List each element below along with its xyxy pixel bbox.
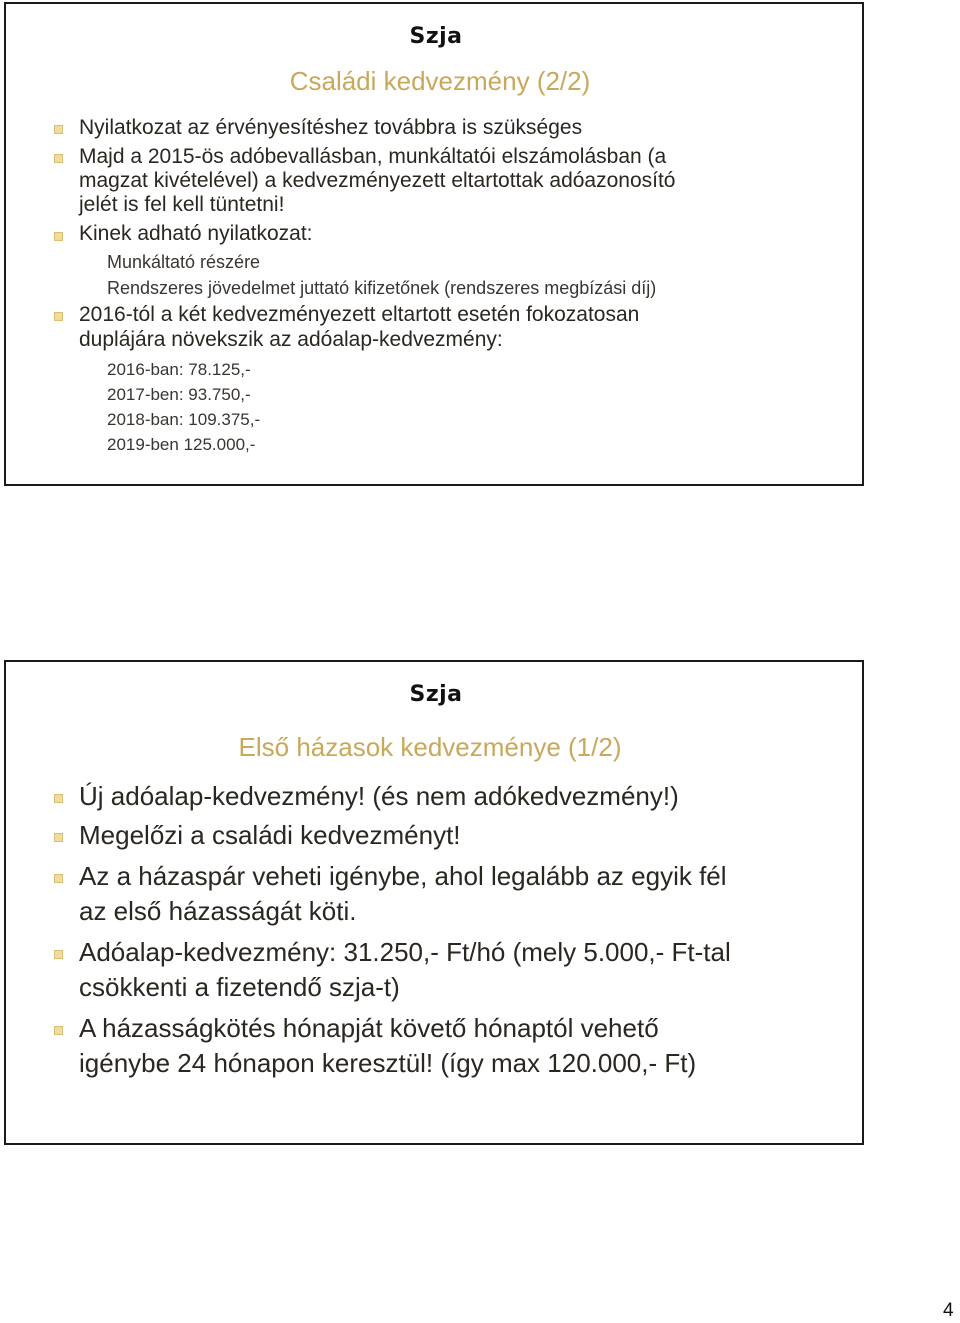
- bullet-text: Majd a 2015-ös adóbevallásban, munkáltatói elszámolásban (a: [79, 145, 667, 168]
- square-bullet-icon: [54, 794, 63, 803]
- slide-familial-allowance: [4, 2, 864, 486]
- bullet-text-cont: igénybe 24 hónapon keresztül! (így max 120.000,- Ft): [79, 1048, 697, 1078]
- square-bullet-icon: [54, 125, 63, 134]
- bullet-text: Adóalap-kedvezmény: 31.250,- Ft/hó (mely 5.000,- Ft-tal: [79, 937, 731, 967]
- square-bullet-icon: [54, 874, 63, 883]
- page-number: 4: [943, 1300, 954, 1321]
- slide-first-marriage-allowance: [4, 660, 864, 1145]
- square-bullet-icon: [54, 950, 63, 959]
- square-bullet-icon: [54, 833, 63, 842]
- bullet-text: Nyilatkozat az érvényesítéshez továbbra is szükséges: [79, 116, 583, 139]
- bullet-text: Az a házaspár veheti igénybe, ahol legalább az egyik fél: [79, 861, 727, 891]
- square-bullet-icon: [54, 232, 63, 241]
- bullet-text-cont: csökkenti a fizetendő szja-t): [79, 972, 400, 1002]
- bullet-text: 2016-tól a két kedvezményezett eltartott esetén fokozatosan: [79, 303, 640, 326]
- square-bullet-icon: [54, 312, 63, 321]
- sub-item: 2018-ban: 109.375,-: [107, 410, 261, 429]
- bullet-text: A házasságkötés hónapját követő hónaptól vehető: [79, 1013, 659, 1043]
- slide-header: Szja: [409, 24, 463, 49]
- sub-item: 2016-ban: 78.125,-: [107, 360, 251, 379]
- sub-item: 2017-ben: 93.750,-: [107, 385, 251, 404]
- bullet-text-cont: magzat kivételével) a kedvezményezett eltartottak adóazonosító: [79, 169, 676, 192]
- square-bullet-icon: [54, 154, 63, 163]
- slide-header: Szja: [409, 682, 463, 707]
- slide-title: Első házasok kedvezménye (1/2): [238, 732, 622, 762]
- sub-item: 2019-ben 125.000,-: [107, 435, 256, 454]
- bullet-text: Új adóalap-kedvezmény! (és nem adókedvezmény!): [79, 781, 679, 811]
- bullet-text: Megelőzi a családi kedvezményt!: [79, 820, 461, 850]
- slide-title: Családi kedvezmény (2/2): [289, 66, 591, 96]
- bullet-text: Kinek adható nyilatkozat:: [79, 222, 313, 245]
- bullet-text-cont: duplájára növekszik az adóalap-kedvezmény:: [79, 328, 503, 351]
- sub-item: Rendszeres jövedelmet juttató kifizetőnek (rendszeres megbízási díj): [107, 278, 657, 298]
- bullet-text-cont: az első házasságát köti.: [79, 896, 357, 926]
- sub-item: Munkáltató részére: [107, 252, 261, 272]
- square-bullet-icon: [54, 1026, 63, 1035]
- bullet-text-cont: jelét is fel kell tüntetni!: [79, 193, 285, 216]
